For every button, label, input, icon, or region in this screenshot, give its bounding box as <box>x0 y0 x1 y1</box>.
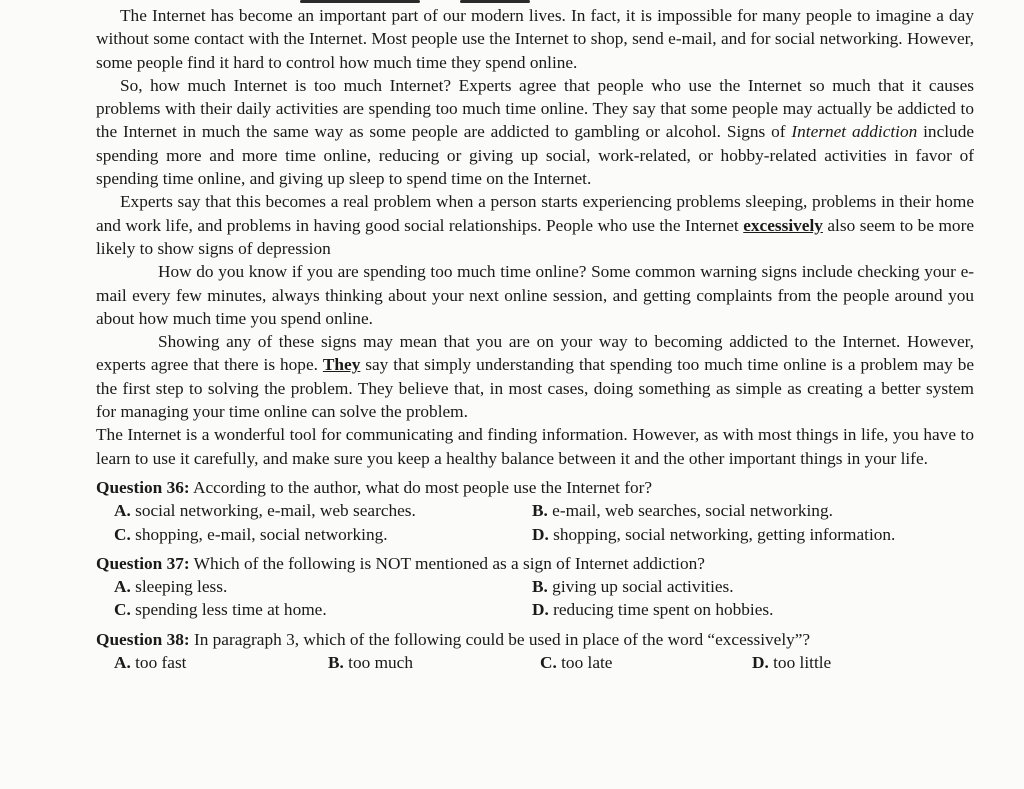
option-letter: B. <box>328 653 344 673</box>
question-38-options <box>114 651 974 674</box>
option-text: e-mail, web searches, social networking. <box>547 501 833 521</box>
question-38-stem <box>96 628 974 651</box>
question-36-options <box>114 499 974 546</box>
question-36-text: According to the author, what do most people use the Internet for? <box>189 477 653 497</box>
cropped-text-fragment <box>460 0 530 3</box>
paragraph-6-text: The Internet is a wonderful tool for communicating and finding information. However, as with most things in life, you have to learn to use it carefully, and make sure you keep a healthy balance between it and the other important things in your life. <box>96 425 974 468</box>
option-text: too fast <box>130 653 187 673</box>
question-37 <box>96 552 974 622</box>
option-36-d <box>532 523 952 546</box>
paragraph-5-text-a: Showing any of these signs may mean that you are on your way to becoming addicted to the Internet. However, experts agree that there is hope. <box>96 332 974 375</box>
option-letter: D. <box>532 524 549 544</box>
question-36-label: Question 36: <box>96 477 190 497</box>
paragraph-1-text: The Internet has become an important part of our modern lives. In fact, it is impossible for many people to imagine a day without some contact with the Internet. Most people use the Internet to shop, send e-mail, and for social networking. However, some people find it hard to control how much time they spend online. <box>96 6 974 72</box>
paragraph-2-text-a: So, how much Internet is too much Internet? Experts agree that people who use the Internet so much that it causes problems with their daily activities are spending too much time online. They say that some people may actually be addicted to the Internet in much the same way as some people are addicted to gambling or alcohol. Signs of <box>96 75 974 142</box>
option-36-b <box>532 499 952 522</box>
option-text: shopping, e-mail, social networking. <box>130 524 388 544</box>
paragraph-3-text-a: Experts say that this becomes a real problem when a person starts experiencing problems sleeping, problems in their home and work life, and problems in having good social relationships. People who use the Internet <box>96 192 974 235</box>
paragraph-2-text-b: include spending more and more time online, reducing or giving up social, work-related, or hobby-related activities in favor of spending time online, and giving up sleep to spend time on the Internet. <box>96 122 974 189</box>
option-letter: B. <box>532 577 548 597</box>
option-letter: A. <box>114 653 131 673</box>
option-37-a <box>114 575 532 598</box>
question-37-label: Question 37: <box>96 553 190 573</box>
option-37-c <box>114 598 532 621</box>
paragraph-6 <box>96 423 974 470</box>
paragraph-3-text-b: also seem to be more likely to show signs of depression <box>96 215 974 258</box>
option-37-d <box>532 598 952 621</box>
option-letter: B. <box>532 501 548 521</box>
option-text: shopping, social networking, getting information. <box>548 524 896 544</box>
option-38-a <box>114 651 328 674</box>
paragraph-2 <box>96 74 974 190</box>
paragraph-3 <box>96 190 974 260</box>
option-text: social networking, e-mail, web searches. <box>130 501 416 521</box>
cropped-text-fragment <box>300 0 420 3</box>
option-text: spending less time at home. <box>130 600 327 620</box>
option-letter: A. <box>114 501 131 521</box>
question-38-label: Question 38: <box>96 629 190 649</box>
option-37-b <box>532 575 952 598</box>
option-letter: A. <box>114 577 131 597</box>
option-text: too late <box>556 653 613 673</box>
paragraph-2-italic: Internet addiction <box>791 122 918 142</box>
option-letter: D. <box>752 653 769 673</box>
paragraph-1 <box>96 4 974 74</box>
document-page <box>96 4 974 674</box>
option-letter: C. <box>540 653 557 673</box>
option-text: too much <box>343 653 413 673</box>
option-letter: C. <box>114 600 131 620</box>
option-text: too little <box>768 653 832 673</box>
underlined-word-excessively: excessively <box>743 215 823 235</box>
paragraph-4-text: How do you know if you are spending too much time online? Some common warning signs include checking your e-mail every few minutes, always thinking about your next online session, and getting complaints from the people around you about how much time you spend online. <box>96 262 974 328</box>
question-36 <box>96 476 974 546</box>
paragraph-4 <box>96 260 974 330</box>
option-text: reducing time spent on hobbies. <box>548 600 774 620</box>
paragraph-5 <box>96 330 974 423</box>
question-38-text: In paragraph 3, which of the following could be used in place of the word “excessively”? <box>189 629 811 649</box>
option-text: sleeping less. <box>130 577 228 597</box>
question-37-options <box>114 575 974 622</box>
option-38-c <box>540 651 752 674</box>
option-text: giving up social activities. <box>547 577 734 597</box>
option-letter: D. <box>532 600 549 620</box>
paragraph-5-text-b: say that simply understanding that spending too much time online is a problem may be the first step to solving the problem. They believe that, in most cases, doing something as simple as creating a better system for managing your time online can solve the problem. <box>96 355 975 422</box>
option-letter: C. <box>114 524 131 544</box>
option-36-a <box>114 499 532 522</box>
question-37-text: Which of the following is NOT mentioned as a sign of Internet addiction? <box>189 553 705 573</box>
option-38-b <box>328 651 540 674</box>
option-36-c <box>114 523 532 546</box>
underlined-word-they: They <box>322 355 361 375</box>
option-38-d <box>752 651 952 674</box>
question-37-stem <box>96 552 974 575</box>
question-36-stem <box>96 476 974 499</box>
question-38 <box>96 628 974 675</box>
